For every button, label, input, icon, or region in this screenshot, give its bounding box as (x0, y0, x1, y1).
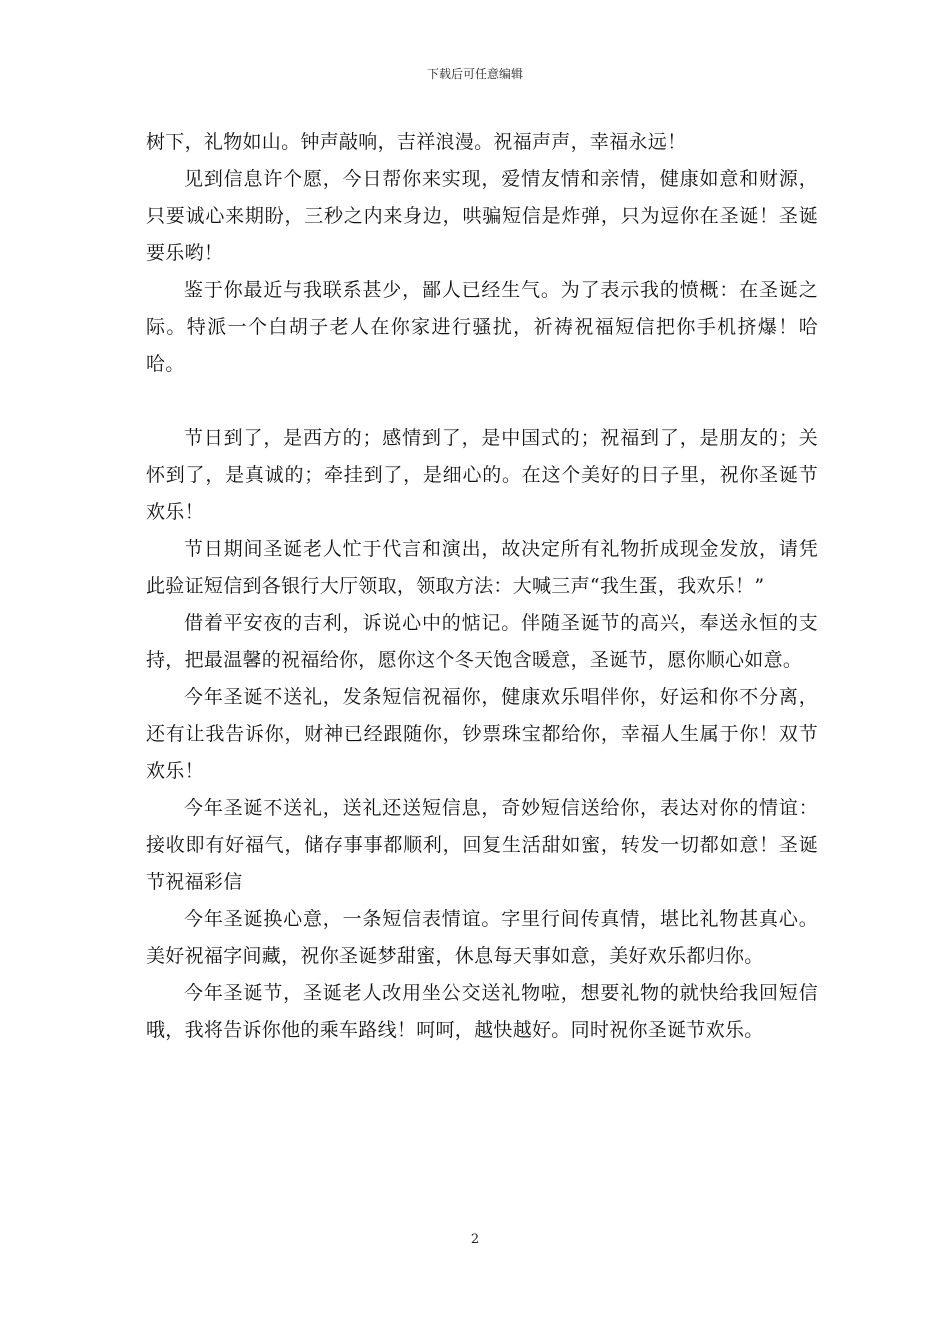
paragraph-9: 今年圣诞换心意，一条短信表情谊。字里行间传真情，堪比礼物甚真心。美好祝福字间藏，祝你圣诞梦甜蜜，休息每天事如意，美好欢乐都归你。 (146, 908, 818, 967)
paragraph-spacer (146, 383, 818, 420)
paragraph-8: 今年圣诞不送礼，送礼还送短信息，奇妙短信送给你，表达对你的情谊：接收即有好福气，储存事事都顺利，回复生活甜如蜜，转发一切都如意！圣诞节祝福彩信 (146, 797, 818, 893)
paragraph-2: 见到信息许个愿，今日帮你来实现，爱情友情和亲情，健康如意和财源，只要诚心来期盼，三秒之内来身边，哄骗短信是炸弹，只为逗你在圣诞！圣诞要乐哟！ (146, 168, 818, 264)
paragraph-6: 借着平安夜的吉利，诉说心中的惦记。伴随圣诞节的高兴，奉送永恒的支持，把最温馨的祝福给你，愿你这个冬天饱含暖意，圣诞节，愿你顺心如意。 (146, 612, 818, 671)
page-number: 2 (470, 1232, 480, 1247)
paragraph-7: 今年圣诞不送礼，发条短信祝福你，健康欢乐唱伴你，好运和你不分离，还有让我告诉你，财神已经跟随你，钞票珠宝都给你，幸福人生属于你！双节欢乐！ (146, 686, 818, 782)
paragraph-4: 节日到了，是西方的；感情到了，是中国式的；祝福到了，是朋友的；关怀到了，是真诚的；牵挂到了，是细心的。在这个美好的日子里，祝你圣诞节欢乐！ (146, 427, 818, 523)
paragraph-3: 鉴于你最近与我联系甚少，鄙人已经生气。为了表示我的愤概：在圣诞之际。特派一个白胡子老人在你家进行骚扰，祈祷祝福短信把你手机挤爆！哈哈。 (146, 279, 818, 375)
paragraph-5: 节日期间圣诞老人忙于代言和演出，故决定所有礼物折成现金发放，请凭此验证短信到各银行大厅领取，领取方法：大喊三声“我生蛋，我欢乐！” (146, 538, 818, 597)
paragraph-1: 树下，礼物如山。钟声敲响，吉祥浪漫。祝福声声，幸福永远！ (146, 131, 687, 153)
document-body (146, 124, 818, 1049)
paragraph-10: 今年圣诞节，圣诞老人改用坐公交送礼物啦，想要礼物的就快给我回短信哦，我将告诉你他的乘车路线！呵呵，越快越好。同时祝你圣诞节欢乐。 (146, 982, 818, 1041)
page-header: 下载后可任意编辑 (426, 67, 523, 81)
